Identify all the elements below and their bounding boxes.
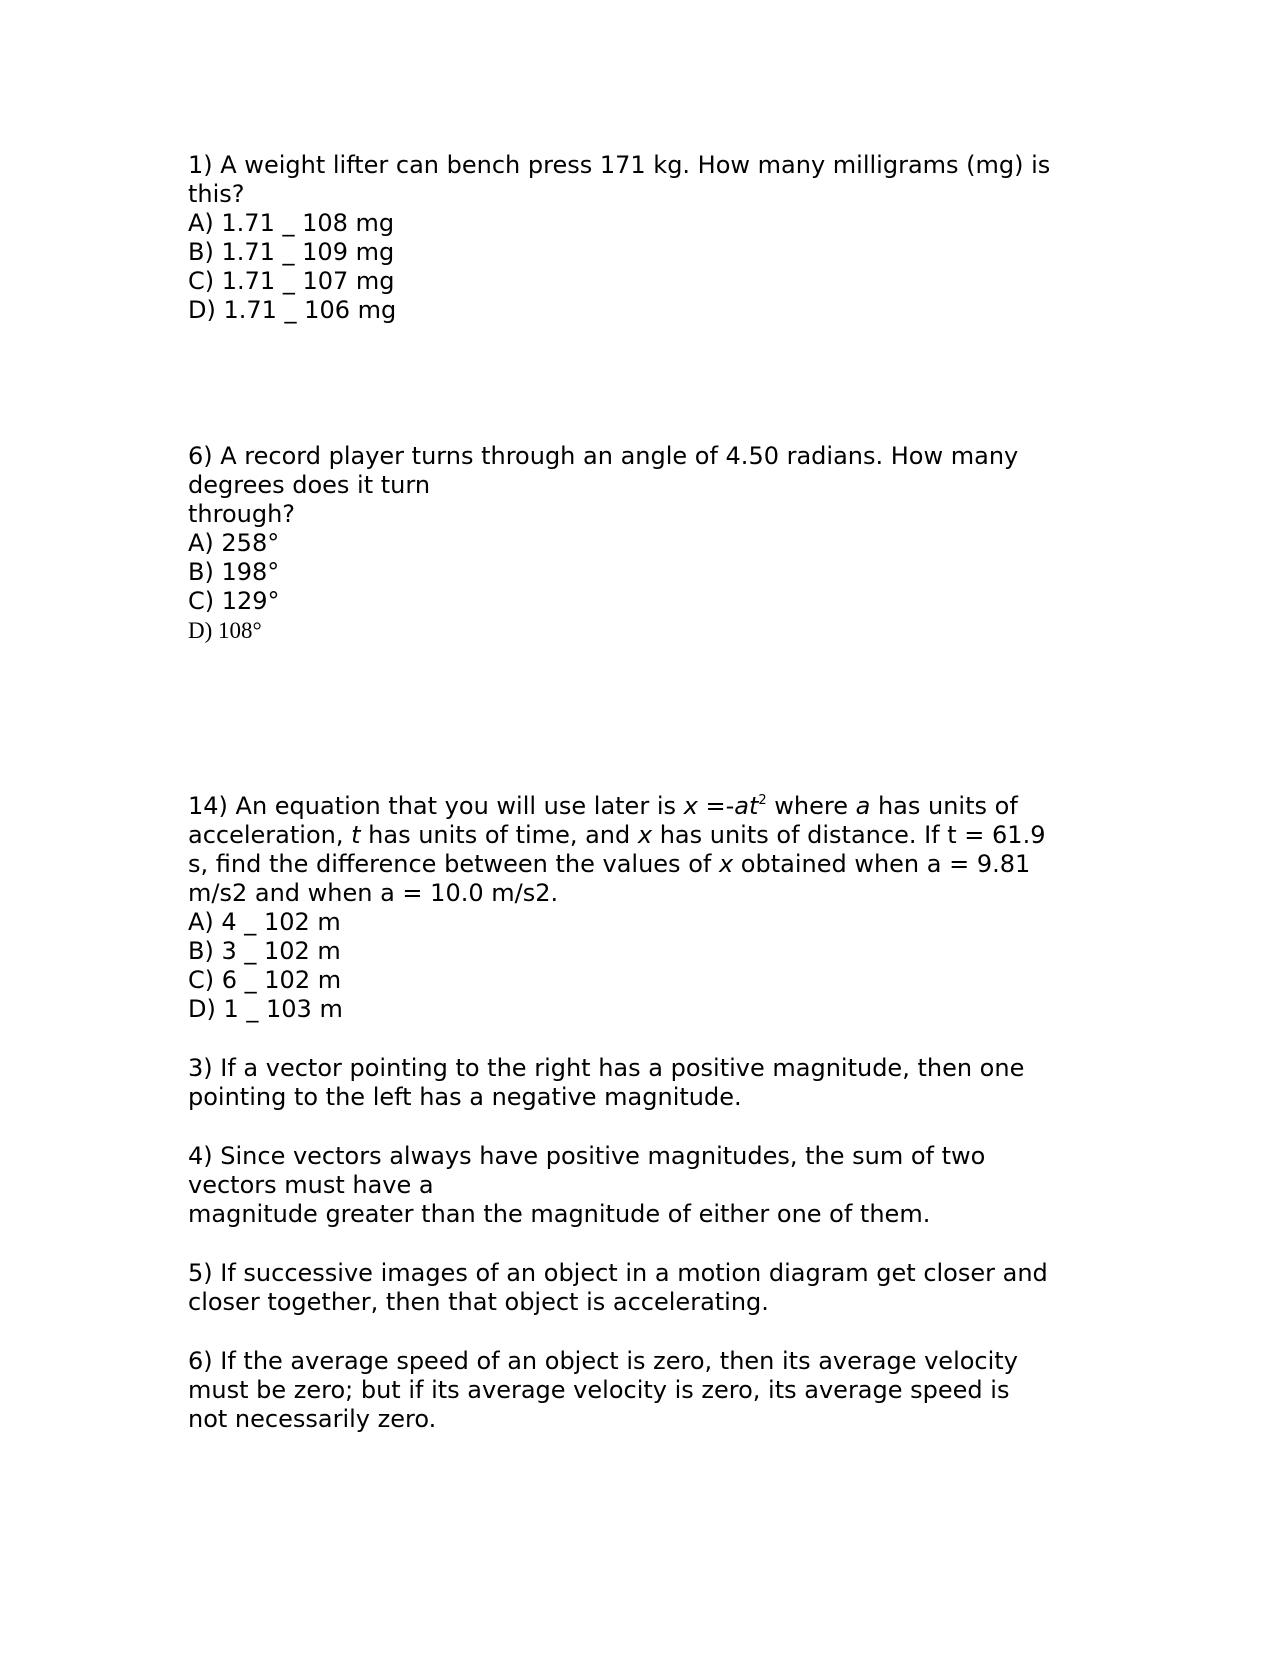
statement-4: [188, 1142, 1108, 1229]
q14-var-x: x: [637, 821, 653, 849]
statement-3-line-2: pointing to the left has a negative magnitude.: [188, 1083, 742, 1111]
q14-var-a: a: [855, 792, 871, 820]
question-6-option-d: D) 108°: [188, 618, 262, 643]
question-6-option-b: B) 198°: [188, 558, 280, 586]
statement-4-line-1: 4) Since vectors always have positive magnitudes, the sum of two: [188, 1142, 986, 1170]
question-1: [188, 151, 1108, 325]
question-14-stem-line-4: m/s2 and when a = 10.0 m/s2.: [188, 879, 559, 907]
q14-exponent: 2: [758, 793, 767, 808]
statement-6-line-2: must be zero; but if its average velocity is zero, its average speed is: [188, 1376, 1010, 1404]
question-14: [188, 792, 1108, 1024]
statement-4-line-2: vectors must have a: [188, 1171, 434, 1199]
question-14-stem-line-3: [188, 850, 1108, 879]
statement-6: [188, 1347, 1108, 1434]
statement-3-line-1: 3) If a vector pointing to the right has a positive magnitude, then one: [188, 1054, 1025, 1082]
q14-text: s, find the difference between the values of: [188, 850, 719, 878]
statement-4-line-3: magnitude greater than the magnitude of either one of them.: [188, 1200, 931, 1228]
question-14-option-c: C) 6 _ 102 m: [188, 966, 342, 994]
question-6-stem-line-1: 6) A record player turns through an angle of 4.50 radians. How many: [188, 442, 1019, 470]
statement-5-line-2: closer together, then that object is accelerating.: [188, 1288, 769, 1316]
question-6-option-c: C) 129°: [188, 587, 280, 615]
q14-var-x: x: [683, 792, 698, 820]
q14-text: has units of time, and: [360, 821, 638, 849]
question-1-stem-line-2: this?: [188, 180, 245, 208]
question-14-stem-line-2: [188, 821, 1108, 850]
question-1-option-b: B) 1.71 _ 109 mg: [188, 238, 395, 266]
statement-3: [188, 1054, 1108, 1112]
question-6-stem-line-2: degrees does it turn: [188, 471, 431, 499]
question-6-record-player: [188, 442, 1108, 645]
question-14-stem-line-1: [188, 792, 1108, 821]
q14-text: =-: [697, 792, 735, 820]
q14-text: has units of: [870, 792, 1018, 820]
statement-6-line-3: not necessarily zero.: [188, 1405, 437, 1433]
q14-var-x: x: [718, 850, 734, 878]
q14-text: obtained when a = 9.81: [733, 850, 1031, 878]
q14-text: where: [766, 792, 856, 820]
question-14-option-d: D) 1 _ 103 m: [188, 995, 343, 1023]
question-1-stem-line-1: 1) A weight lifter can bench press 171 kg. How many milligrams (mg) is: [188, 151, 1051, 179]
question-1-option-d: D) 1.71 _ 106 mg: [188, 296, 397, 324]
question-6-option-a: A) 258°: [188, 529, 280, 557]
q14-text: 14) An equation that you will use later is: [188, 792, 684, 820]
question-1-option-c: C) 1.71 _ 107 mg: [188, 267, 395, 295]
q14-var-at: at: [734, 792, 759, 820]
question-14-option-b: B) 3 _ 102 m: [188, 937, 341, 965]
statement-5: [188, 1259, 1108, 1317]
question-14-option-a: A) 4 _ 102 m: [188, 908, 341, 936]
q14-text: acceleration,: [188, 821, 352, 849]
q14-text: has units of distance. If t = 61.9: [652, 821, 1046, 849]
q14-var-t: t: [351, 821, 361, 849]
statement-6-line-1: 6) If the average speed of an object is zero, then its average velocity: [188, 1347, 1018, 1375]
question-1-option-a: A) 1.71 _ 108 mg: [188, 209, 395, 237]
statement-5-line-1: 5) If successive images of an object in a motion diagram get closer and: [188, 1259, 1048, 1287]
question-6-stem-line-3: through?: [188, 500, 296, 528]
